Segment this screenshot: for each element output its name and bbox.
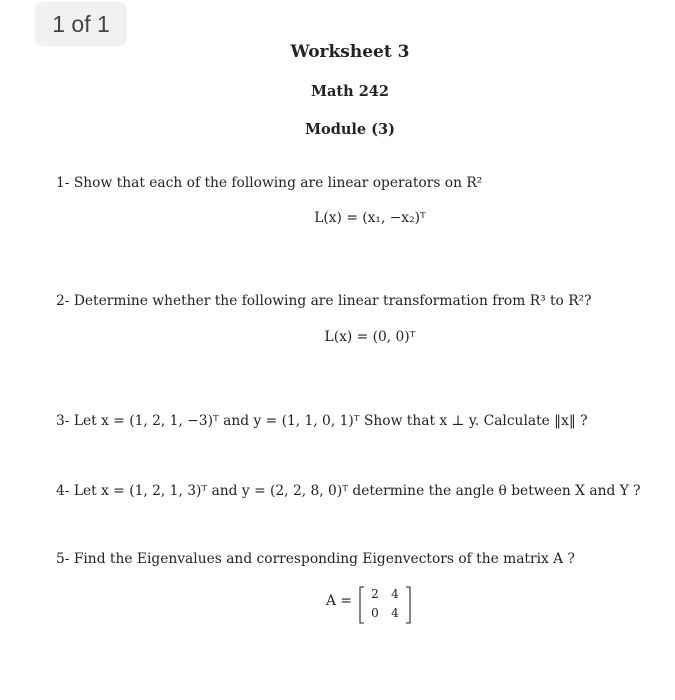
course-name: Math 242	[310, 83, 389, 100]
matrix-label: A =	[326, 593, 352, 609]
question-2: 2- Determine whether the following are linear transformation from R³ to R²?	[56, 293, 592, 309]
question-1-equation: L(x) = (x₁, −x₂)ᵀ	[314, 210, 426, 226]
matrix-cell: 4	[391, 606, 399, 620]
worksheet-title: Worksheet 3	[290, 42, 410, 62]
module-name: Module (3)	[305, 121, 395, 138]
question-5: 5- Find the Eigenvalues and corresponding Eigenvectors of the matrix A ?	[56, 551, 575, 567]
question-1: 1- Show that each of the following are linear operators on R²	[56, 175, 483, 191]
page-indicator: 1 of 1	[35, 2, 127, 46]
matrix-cell: 4	[391, 587, 399, 601]
matrix-cell: 2	[371, 587, 379, 601]
question-2-equation: L(x) = (0, 0)ᵀ	[324, 329, 416, 345]
question-4: 4- Let x = (1, 2, 1, 3)ᵀ and y = (2, 2, 8, 0)ᵀ determine the angle θ between X and Y ?	[56, 483, 641, 499]
matrix-brackets	[358, 585, 412, 625]
matrix-cell: 0	[371, 606, 379, 620]
matrix-a	[358, 585, 412, 625]
question-3: 3- Let x = (1, 2, 1, −3)ᵀ and y = (1, 1, 0, 1)ᵀ Show that x ⊥ y. Calculate ‖x‖ ?	[56, 413, 588, 429]
